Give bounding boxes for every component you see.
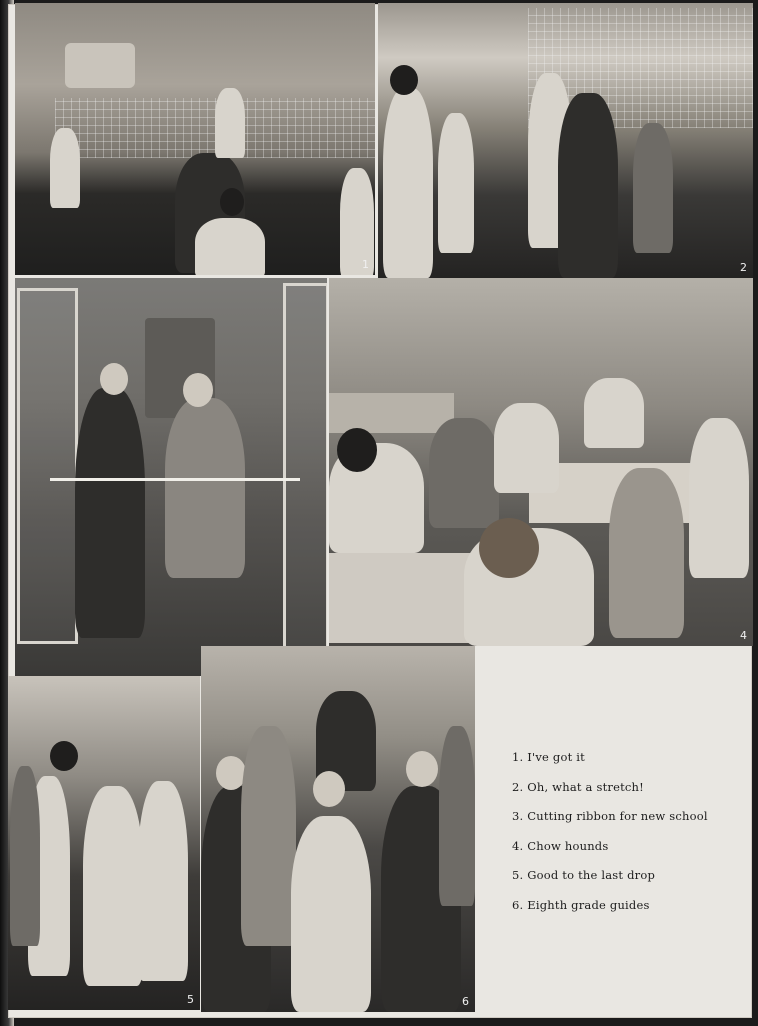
player-figure [633, 123, 673, 253]
man-in-overcoat [165, 398, 245, 578]
photo-number: 6 [462, 995, 469, 1008]
photo-number: 4 [740, 629, 747, 642]
student-figure [429, 418, 499, 528]
caption-item: 5. Good to the last drop [512, 868, 656, 883]
student-head [406, 751, 438, 787]
player-figure [195, 218, 265, 275]
photo-ribbon-cutting [15, 278, 327, 676]
student-figure [138, 781, 188, 981]
student-figure [241, 726, 296, 946]
caption-item: 2. Oh, what a stretch! [512, 779, 644, 794]
photo-gym-volleyball-1 [15, 3, 375, 275]
photo-cafeteria [329, 278, 753, 646]
caption-item: 3. Cutting ribbon for new school [512, 809, 708, 824]
caption-item: 6. Eighth grade guides [512, 897, 650, 912]
student-head [313, 771, 345, 807]
photo-drinking-fountain [8, 676, 200, 1010]
cafeteria-table [329, 393, 454, 433]
student-figure [83, 786, 143, 986]
player-figure [438, 113, 474, 253]
player-figure [215, 88, 245, 158]
student-figure [584, 378, 644, 448]
player-figure [558, 93, 618, 278]
caption-item: 1. I've got it [512, 750, 585, 764]
student-figure [10, 766, 40, 946]
student-head [337, 428, 377, 472]
photo-number: 1 [362, 258, 369, 271]
photo-number: 2 [740, 261, 747, 274]
student-head [479, 518, 539, 578]
man-in-uniform [75, 388, 145, 638]
student-figure [609, 468, 684, 638]
photo-number: 5 [187, 993, 194, 1006]
player-head [220, 188, 244, 216]
person-head [100, 363, 128, 395]
photo-gym-volleyball-2 [378, 3, 753, 278]
photo-eighth-grade-guides [201, 646, 475, 1012]
student-figure [439, 726, 475, 906]
student-figure [291, 816, 371, 1012]
basketball-backboard [65, 43, 135, 88]
player-figure [383, 88, 433, 278]
student-figure [494, 403, 559, 493]
glass-door [283, 283, 327, 669]
caption-list [512, 748, 742, 926]
student-figure [689, 418, 749, 578]
person-head [183, 373, 213, 407]
player-figure [50, 128, 80, 208]
player-head [390, 65, 418, 95]
caption-item: 4. Chow hounds [512, 838, 609, 853]
ribbon [50, 478, 300, 481]
glass-door [17, 288, 78, 644]
student-head [50, 741, 78, 771]
